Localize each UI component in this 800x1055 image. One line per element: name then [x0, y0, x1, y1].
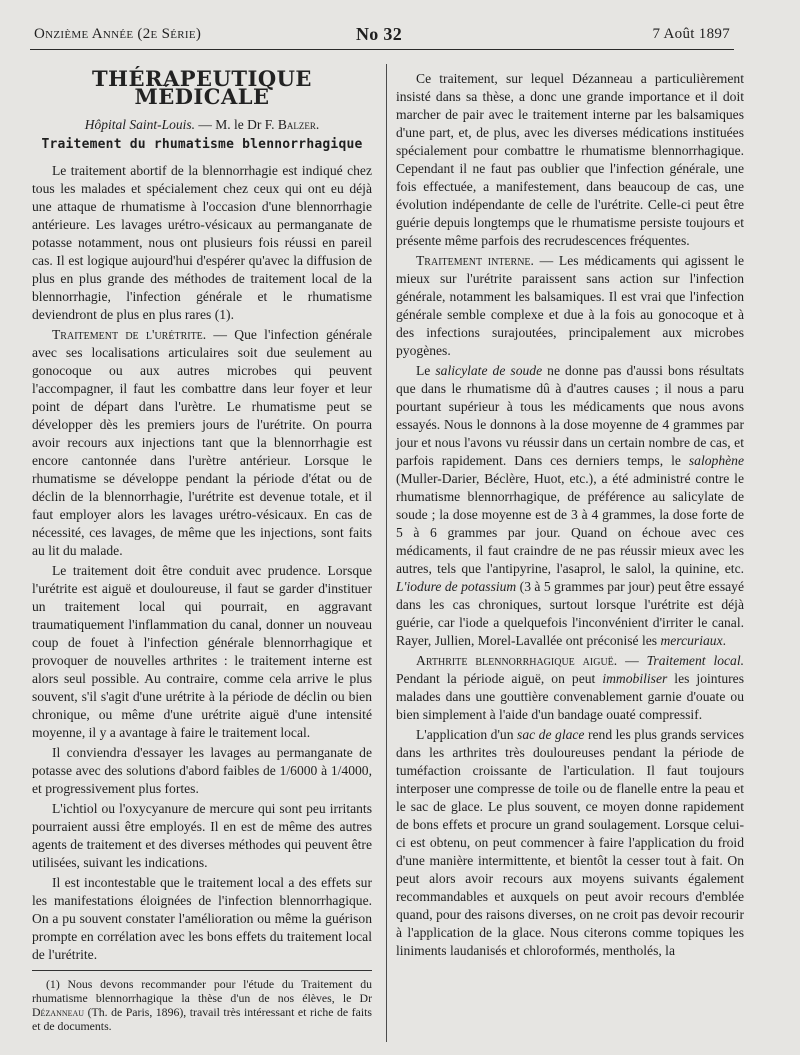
paragraph: Le traitement doit être conduit avec prudence. Lorsque l'urétrite est aiguë et douloureuse, il faut se garder d'instituer un traitement local qui pourrait, en aggravant traumatiquement l'inflammation du canal, donner un nouveau coup de fouet à l'infection générale blennorrhagique et provoquer de nouvelles arthrites : le traitement interne est alors seul possible. Au contraire, comme cela arrive le plus souvent, s'il s'agit d'une urétrite à la période de déclin ou bien chronique, ou même d'une urétrite aiguë d'une intensité moyenne, il y a avantage à faire le traitement local. [32, 563, 372, 740]
subheading: Traitement local. [646, 653, 745, 668]
header-rule [30, 49, 734, 50]
text-run: rend les plus grands services dans les arthrites très douloureuses pendant la période de tuméfaction croissante de l'articulation. Il faut toujours interposer une compresse de toile ou de flanelle entre la peau et le sac de glace. Le plus souvent, ce moyen donne rapidement de bons effets et procure un grand soulagement. Lorsque celui-ci est obtenu, on peut commencer à faire l'application du froid d'une manière intermittente, et bientôt la cesser tout à fait. On peut alors avoir recours aux moyens suivants également recommandables et auxquels on peut avoir recours d'emblée quand, pour des raisons diverses, on ne croit pas devoir recourir à l'application de la glace. Nous citerons comme topiques les liniments laudanisés et chloroformés, mentholés, la [396, 727, 744, 958]
footnote-rule [32, 970, 372, 971]
paragraph [396, 726, 744, 960]
paragraph [32, 326, 372, 560]
paragraph-lead: Arthrite blennorrhagique aiguë. [416, 653, 618, 668]
paragraph: Il conviendra d'essayer les lavages au permanganate de potasse avec des solutions d'abord faibles de 1/6000 à 1/4000, et progressivement plus fortes. [32, 745, 372, 796]
footnote-text: (Th. de Paris, 1896), travail très intéressant et riche de faits et de documents. [32, 1005, 372, 1033]
text-run: . [722, 633, 727, 648]
footnote [32, 977, 372, 1033]
issue-label: Onzième Année (2e Série) [34, 26, 202, 42]
byline [32, 116, 372, 134]
emphasis: sac de glace [517, 727, 585, 742]
drug-name: salicylate de soude [435, 363, 543, 378]
paragraph: Il est incontestable que le traitement local a des effets sur les manifestations éloignées de l'infection blennorrhagique. On a pu souvent constater l'amélioration ou même la guérison prompte en corrélation avec les bons effets du traitement local de l'urétrite. [32, 875, 372, 962]
footnote-author: Dézanneau [32, 1005, 85, 1019]
author-prefix: — M. le Dr F. [194, 117, 278, 132]
paragraph: L'ichtiol ou l'oxycyanure de mercure qui sont peu irritants pourraient aussi être employés. Il en est de même des autres agents de traitement et des diverses méthodes qui peuvent être utilisées, suivant les indications. [32, 801, 372, 870]
section-title: THÉRAPEUTIQUE MÉDICALE [92, 66, 312, 109]
paragraph-lead: Traitement interne. [416, 253, 534, 268]
paragraph: Ce traitement, sur lequel Dézanneau a particulièrement insisté dans sa thèse, a donc une grande importance et il doit marcher de pair avec le traitement interne par les balsamiques d'une part, et, de plus, avec les diverses médications instituées spécialement pour combattre le rhumatisme blennorrhagique. Cependant il ne faut pas oublier que l'infection générale, une fois effectuée, a manifestement, dans beaucoup de cas, une évolution indépendante de celle de l'urétrite. Celle-ci peut être guérie depuis longtemps que le rhumatisme persiste toujours et présente même parfois des recrudescences fréquentes. [396, 71, 744, 248]
text-run: (Muller-Darier, Béclère, Huot, etc.), a été administré contre le rhumatisme blennorrhagique, de préférence au salicylate de soude ; la dose moyenne est de 3 à 4 grammes, la dose forte de 5 à 6 grammes par jour. Quand on échoue avec ces médicaments, il faut craindre de ne pas réussir mieux avec les autres, tels que l'antipyrine, l'asaprol, le salol, la quinine, etc. [396, 471, 744, 576]
text-run: Pendant la période aiguë, on peut [396, 671, 603, 686]
drug-name: mercuriaux [660, 633, 723, 648]
issue-date: 7 Août 1897 [652, 26, 730, 42]
text-run: L'application d'un [416, 727, 518, 742]
emphasis: immobiliser [602, 671, 668, 686]
paragraph-body: — Les médicaments qui agissent le mieux sur l'urétrite paraissent sans action sur l'infection générale, notamment les balsamiques. Il est vrai que l'infection générale semble complexe et due à la fois au gonocoque et à des infections surajoutées, principalement aux microbes pyogènes. [396, 253, 744, 358]
footnote-text: (1) Nous devons recommander pour l'étude du Traitement du rhumatisme blennorrhagique la thèse d'un de nos élèves, le Dr [32, 977, 372, 1005]
issue-number: No 32 [356, 24, 402, 44]
text-run: (3 à 5 grammes par jour) peut être essayé dans les cas chroniques, surtout lorsque l'urétrite est déjà guérie, car l'iode a quelquefois l'inconvénient d'irriter le canal. Rayer, Jullien, Morel-Lavallée ont préconisé les [396, 579, 744, 648]
paragraph [396, 362, 744, 650]
paragraph-lead: Traitement de l'urétrite. [52, 327, 207, 342]
text-run: Le [416, 363, 436, 378]
paragraph: Le traitement abortif de la blennorrhagie est indiqué chez tous les malades et spécialement chez ceux qui ont eu déjà une attaque de rhumatisme à l'occasion d'une blennorrhagie antérieure. Les lavages urétro-vésicaux au permanganate de potasse notamment, nous ont plusieurs fois réussi en pareil cas. Il est logique aujourd'hui d'espérer qu'avec la diffusion de plus en plus grande des méthodes de traitement local de la blennorrhagie, l'infection générale et le rhumatisme deviendront de plus en plus rares (1). [32, 163, 372, 322]
left-column [32, 66, 372, 1033]
running-head [34, 26, 730, 48]
column-divider [386, 64, 387, 1042]
article-title: Traitement du rhumatisme blennorrhagique [41, 137, 363, 152]
text-run: — [617, 653, 647, 668]
drug-name: salophène [688, 453, 744, 468]
paragraph [396, 652, 744, 724]
paragraph [396, 252, 744, 360]
text-run: ne donne pas d'aussi bons résultats que dans le rhumatisme dû à d'autres causes ; il nous a paru pourtant supérieur à tous les médicaments que nous avons essayés. Nous le donnons à la dose moyenne de 4 grammes par jour et nous l'avons vu réussir dans un certain nombre de cas, et parfois rapidement. Dans ces derniers temps, le [396, 363, 744, 468]
paragraph-body: — Que l'infection générale avec ses localisations articulaires soit due seulement au gonocoque ou aux autres microbes qui peuvent l'accompagner, il faut les combattre dans leur foyer et leur point de départ dans l'urètre. Le rhumatisme peut se développer dès les premiers jours de l'urétrite. On pourra avoir recours aux injections tant que la blennorrhagie est encore cantonnée dans l'urètre antérieur. Lorsque le rhumatisme se développe pendant la période d'état ou de déclin de la blennorrhagie, l'urétrite est devenue totale, et il faut employer alors les lavages urétro-vésicaux. En cas de nécessité, ces lavages, de même que les injections, sont faits au lit du malade. [32, 327, 372, 558]
drug-name: L'iodure de potassium [396, 579, 517, 594]
right-column [396, 70, 744, 962]
hospital-name: Hôpital Saint-Louis. [84, 117, 195, 132]
author-name: Balzer. [277, 117, 320, 132]
text-run: les jointures malades dans une gouttière convenablement garnie d'ouate ou bien simplement à l'aide d'un bandage ouaté compressif. [396, 671, 744, 722]
